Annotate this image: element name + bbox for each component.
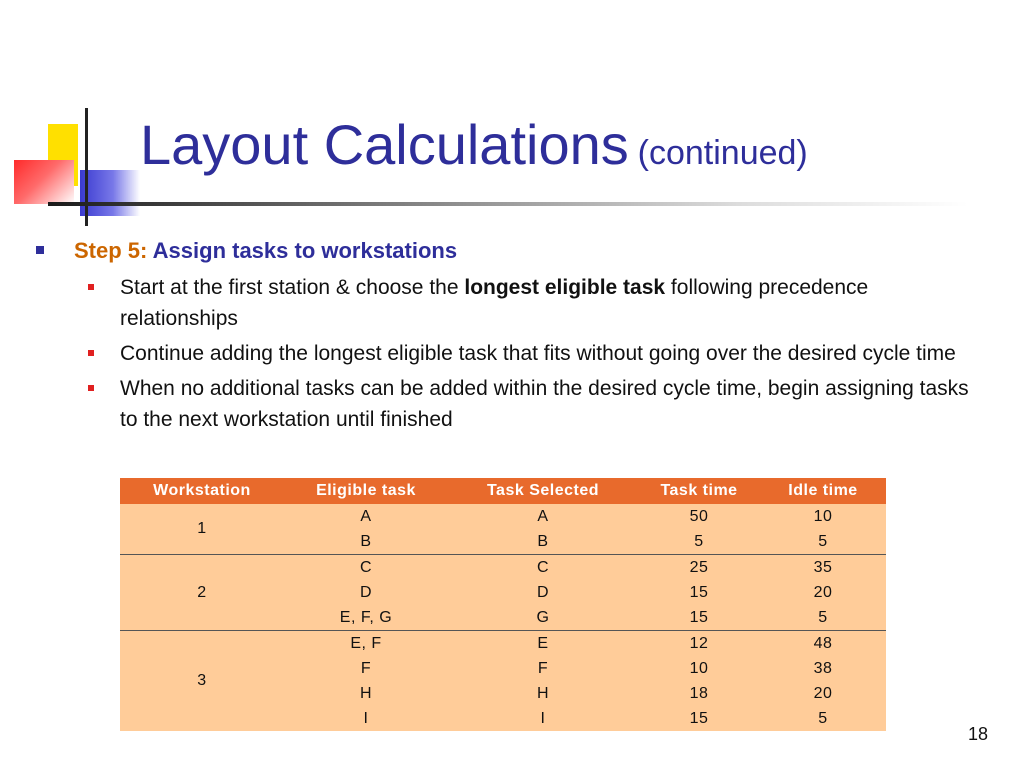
idle-time-cell: 38 bbox=[760, 656, 886, 681]
title-underline bbox=[48, 202, 968, 206]
eligible-task-cell: D bbox=[284, 580, 448, 605]
workstation-cell: 1 bbox=[120, 504, 284, 555]
task-time-cell: 50 bbox=[638, 504, 760, 529]
idle-time-cell: 5 bbox=[760, 706, 886, 731]
task-selected-cell: B bbox=[448, 529, 638, 555]
assignment-table bbox=[120, 478, 886, 731]
sub-bullet-2 bbox=[36, 338, 986, 369]
task-time-cell: 15 bbox=[638, 706, 760, 731]
sub-bullet-1 bbox=[36, 272, 986, 334]
task-time-cell: 10 bbox=[638, 656, 760, 681]
page-number: 18 bbox=[968, 724, 989, 744]
sub-bullet-2-text: Continue adding the longest eligible task that fits without going over the desired cycle time bbox=[120, 342, 956, 365]
logo-vertical-line bbox=[85, 108, 88, 226]
square-bullet-icon bbox=[36, 246, 44, 254]
logo-red-square bbox=[14, 160, 74, 204]
bullet-step-5 bbox=[36, 236, 986, 266]
task-time-cell: 15 bbox=[638, 580, 760, 605]
eligible-task-cell: H bbox=[284, 681, 448, 706]
square-bullet-icon bbox=[88, 284, 94, 290]
header-eligible-task: Eligible task bbox=[284, 478, 448, 504]
task-time-cell: 18 bbox=[638, 681, 760, 706]
idle-time-cell: 20 bbox=[760, 580, 886, 605]
task-time-cell: 25 bbox=[638, 555, 760, 581]
bullet-list bbox=[36, 236, 986, 439]
task-selected-cell: I bbox=[448, 706, 638, 731]
task-selected-cell: E bbox=[448, 631, 638, 657]
logo-blue-square bbox=[80, 170, 140, 216]
task-time-cell: 12 bbox=[638, 631, 760, 657]
eligible-task-cell: E, F bbox=[284, 631, 448, 657]
slide-title-main: Layout Calculations bbox=[140, 113, 629, 176]
slide-title bbox=[140, 112, 808, 177]
sub-bullet-1-pre: Start at the first station & choose the bbox=[120, 276, 465, 299]
task-selected-cell: A bbox=[448, 504, 638, 529]
sub-bullet-3 bbox=[36, 373, 986, 435]
header-idle-time: Idle time bbox=[760, 478, 886, 504]
header-task-time: Task time bbox=[638, 478, 760, 504]
table-row bbox=[120, 631, 886, 657]
idle-time-cell: 48 bbox=[760, 631, 886, 657]
sub-bullet-3-text: When no additional tasks can be added within the desired cycle time, begin assigning tasks to the next workstation until finished bbox=[120, 377, 969, 431]
task-selected-cell: H bbox=[448, 681, 638, 706]
task-time-cell: 5 bbox=[638, 529, 760, 555]
square-bullet-icon bbox=[88, 385, 94, 391]
header-task-selected: Task Selected bbox=[448, 478, 638, 504]
workstation-cell: 3 bbox=[120, 631, 284, 732]
workstation-cell: 2 bbox=[120, 555, 284, 631]
table-header-row bbox=[120, 478, 886, 504]
eligible-task-cell: E, F, G bbox=[284, 605, 448, 631]
table-row bbox=[120, 504, 886, 529]
task-selected-cell: D bbox=[448, 580, 638, 605]
sub-bullet-1-post: following precedence relationships bbox=[120, 276, 869, 330]
sub-bullet-list bbox=[36, 272, 986, 435]
task-selected-cell: F bbox=[448, 656, 638, 681]
eligible-task-cell: A bbox=[284, 504, 448, 529]
table-row bbox=[120, 555, 886, 581]
eligible-task-cell: B bbox=[284, 529, 448, 555]
header-workstation: Workstation bbox=[120, 478, 284, 504]
assignment-table-container bbox=[120, 478, 886, 731]
step-label: Step 5: bbox=[74, 238, 148, 263]
idle-time-cell: 35 bbox=[760, 555, 886, 581]
square-bullet-icon bbox=[88, 350, 94, 356]
idle-time-cell: 5 bbox=[760, 529, 886, 555]
eligible-task-cell: F bbox=[284, 656, 448, 681]
step-text: Assign tasks to workstations bbox=[152, 238, 458, 263]
idle-time-cell: 5 bbox=[760, 605, 886, 631]
sub-bullet-1-bold: longest eligible task bbox=[464, 276, 666, 299]
slide-title-sub: (continued) bbox=[637, 134, 808, 172]
task-selected-cell: G bbox=[448, 605, 638, 631]
eligible-task-cell: I bbox=[284, 706, 448, 731]
task-selected-cell: C bbox=[448, 555, 638, 581]
task-time-cell: 15 bbox=[638, 605, 760, 631]
eligible-task-cell: C bbox=[284, 555, 448, 581]
idle-time-cell: 20 bbox=[760, 681, 886, 706]
idle-time-cell: 10 bbox=[760, 504, 886, 529]
